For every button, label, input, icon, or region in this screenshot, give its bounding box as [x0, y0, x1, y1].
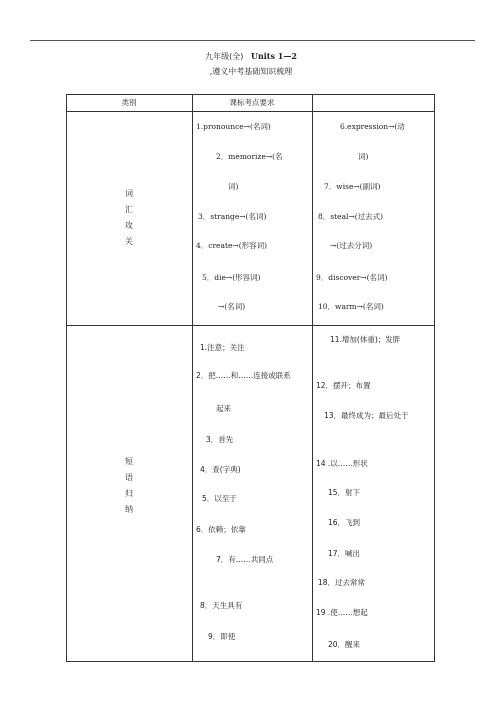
- table-border-left: [66, 94, 67, 662]
- phrase-item-7: 7．有……共同点: [216, 555, 274, 564]
- vocab-item-1: 1.pronounce→(名词): [196, 122, 271, 131]
- phrase-item-17: 17．喊出: [328, 549, 361, 558]
- phrase-item-6: 6．依赖；依靠: [196, 525, 246, 534]
- vocab-item-2: 2．memorize→(名: [216, 152, 283, 161]
- phrase-category-label: [122, 454, 136, 518]
- phrase-item-2-cont: 起来: [216, 404, 231, 413]
- vocab-item-9: 9．discover→(名词): [316, 273, 388, 282]
- phrase-item-9: 9．即使: [208, 632, 236, 641]
- header-requirements: 课标考点要求: [229, 98, 275, 107]
- vocab-item-6-cont: 词): [358, 152, 369, 161]
- column-divider-2: [312, 94, 313, 662]
- phrase-char-4: 纳: [125, 505, 133, 514]
- title-units: Units 1—2: [250, 51, 297, 61]
- vocab-item-8: 8．steal→(过去式): [318, 212, 384, 221]
- vocab-item-4: 4．create→(形容词): [196, 241, 268, 250]
- vocab-char-4: 关: [125, 237, 133, 246]
- vocab-char-3: 攻: [125, 221, 133, 230]
- column-divider-1: [192, 94, 193, 662]
- vocab-item-7: 7．wise→(副词): [324, 182, 381, 191]
- phrase-item-16: 16．飞到: [328, 518, 361, 527]
- phrase-item-11: 11.增加(体重)；发胖: [330, 335, 401, 344]
- phrase-item-13: 13．最终成为；最后处于: [324, 411, 409, 420]
- knowledge-table: [66, 94, 435, 662]
- header-category: 类别: [121, 98, 137, 107]
- vocab-item-5: 5．die→(形容词): [202, 273, 261, 282]
- phrase-item-18: 18．过去常常: [318, 578, 366, 587]
- phrase-char-1: 短: [125, 457, 133, 466]
- vocab-item-8-cont: →(过去分词): [330, 241, 373, 250]
- vocab-item-2-cont: 词): [228, 182, 239, 191]
- table-border-bottom: [66, 661, 435, 662]
- phrase-item-8: 8．天生具有: [200, 601, 243, 610]
- phrase-char-3: 归: [125, 489, 133, 498]
- phrase-item-20: 20．醒来: [328, 640, 361, 649]
- vocab-char-1: 词: [125, 189, 133, 198]
- header-row-divider: [66, 111, 435, 112]
- vocab-category-label: [122, 186, 136, 250]
- phrase-item-12: 12．摆开；布置: [316, 381, 371, 390]
- phrase-item-1: 1.注意；关注: [200, 343, 245, 352]
- phrase-item-19: 19 .使……想起: [316, 608, 368, 617]
- header-blank: [312, 94, 434, 111]
- vocab-item-6: 6.expression→(动: [340, 122, 405, 131]
- vocab-char-2: 汇: [125, 205, 133, 214]
- vocab-item-10: 10．warm→(名词): [318, 302, 384, 311]
- page-subtitle: ,遵义中考基础知识梳理: [209, 67, 293, 76]
- phrase-item-3: 3．首先: [206, 435, 234, 444]
- top-rule: [30, 40, 475, 41]
- phrase-char-2: 语: [125, 473, 133, 482]
- vocab-item-5-cont: →(名词): [218, 302, 246, 311]
- phrase-item-5: 5．以至于: [202, 494, 237, 503]
- page-title: [0, 50, 502, 63]
- phrase-item-14: 14 .以……形状: [316, 459, 368, 468]
- phrase-item-2: 2．把……和……连接或联系: [196, 371, 291, 380]
- phrase-item-4: 4．查(字典): [200, 465, 241, 474]
- table-border-right: [434, 94, 435, 662]
- vocab-item-3: 3．strange→(名词): [198, 212, 267, 221]
- section-divider: [66, 325, 435, 326]
- phrase-item-15: 15．射下: [328, 488, 361, 497]
- title-cn: 九年级(全): [205, 52, 244, 61]
